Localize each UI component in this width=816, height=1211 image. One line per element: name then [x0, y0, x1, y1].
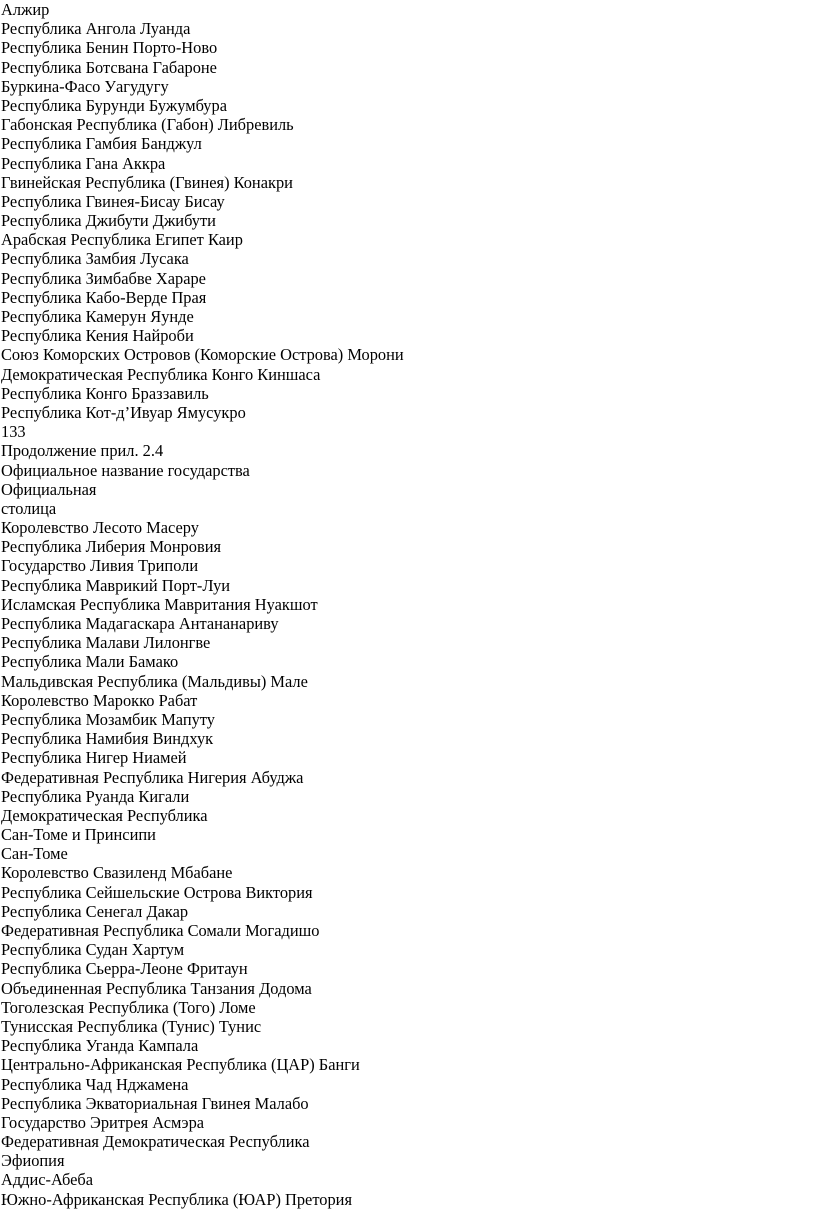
text-line: Сан-Томе: [1, 844, 68, 864]
text-line: Республика Мадагаскара Антананариву: [1, 614, 279, 633]
text-line: Республика Экваториальная Гвинея Малабо: [1, 1093, 309, 1113]
text-line: Федеративная Республика Нигерия Абуджа: [1, 767, 304, 787]
text-line: Республика Зимбабве Хараре: [1, 268, 206, 288]
text-line: Республика Замбия Лусака: [1, 249, 189, 269]
text-line: Республика Уганда Кампала: [1, 1036, 199, 1056]
text-line: Государство Ливия Триполи: [1, 556, 199, 576]
text-line: Буркина-Фасо Уагудугу: [1, 76, 169, 96]
text-line: Республика Бенин Порто-Ново: [1, 38, 218, 58]
text-line: Республика Кот-д’Ивуар Ямусукро: [1, 402, 246, 422]
text-line: Республика Ангола Луанда: [1, 19, 191, 39]
text-line: Республика Бурунди Бужумбура: [1, 95, 227, 115]
text-line: Арабская Республика Египет Каир: [1, 230, 243, 250]
text-line: Сан-Томе и Принсипи: [1, 825, 156, 845]
text-line: Республика Сейшельские Острова Виктория: [1, 882, 313, 902]
text-line: Республика Гамбия Банджул: [1, 134, 202, 154]
text-line: Республика Нигер Ниамей: [1, 748, 187, 768]
text-line: Габонская Республика (Габон) Либревиль: [1, 115, 294, 135]
text-line: Королевство Марокко Рабат: [1, 690, 198, 710]
text-line: Эфиопия: [1, 1151, 65, 1171]
text-line: Центрально-Африканская Республика (ЦАР) Банги: [1, 1055, 360, 1075]
text-line: Республика Конго Браззавиль: [1, 383, 209, 403]
text-line: Королевство Свазиленд Мбабане: [1, 863, 233, 883]
text-line: Объединенная Республика Танзания Додома: [1, 978, 312, 998]
text-line: Аддис-Абеба: [1, 1170, 94, 1190]
column-header-state-name: Официальное название государства: [1, 460, 250, 480]
text-line: Республика Мали Бамако: [1, 652, 179, 672]
text-line: Республика Малави Лилонгве: [1, 633, 211, 653]
text-line: Государство Эритрея Асмэра: [1, 1112, 205, 1132]
text-line: Республика Джибути Джибути: [1, 211, 216, 231]
text-line: Республика Руанда Кигали: [1, 786, 190, 806]
text-line: Исламская Республика Мавритания Нуакшот: [1, 594, 318, 614]
text-line: Республика Гана Аккра: [1, 153, 166, 173]
document-text: [1, 0, 811, 1209]
text-line: Союз Коморских Островов (Коморские Острова) Морони: [1, 345, 404, 365]
text-line: Федеративная Республика Сомали Могадишо: [1, 921, 320, 940]
text-line: Республика Маврикий Порт-Луи: [1, 575, 231, 595]
text-line: Республика Сьерра-Леоне Фритаун: [1, 959, 248, 979]
continuation-heading: Продолжение прил. 2.4: [1, 441, 164, 461]
text-line: Республика Либерия Монровия: [1, 537, 222, 557]
text-line: Алжир: [1, 0, 50, 19]
text-line: Республика Кабо-Верде Прая: [1, 287, 207, 307]
text-line: Демократическая Республика: [1, 805, 208, 825]
text-line: Королевство Лесото Масеру: [1, 518, 199, 538]
text-line: Федеративная Демократическая Республика: [1, 1132, 310, 1152]
text-line: Республика Чад Нджамена: [1, 1074, 189, 1094]
column-header-capital-cont: столица: [1, 498, 57, 518]
text-line: Республика Судан Хартум: [1, 940, 185, 960]
page-number: 133: [1, 422, 26, 442]
text-line: Тунисская Республика (Тунис) Тунис: [1, 1016, 262, 1036]
text-line: Республика Намибия Виндхук: [1, 729, 214, 749]
text-line: Республика Гвинея-Бисау Бисау: [1, 191, 225, 211]
text-line: Гвинейская Республика (Гвинея) Конакри: [1, 172, 293, 192]
text-line: Республика Ботсвана Габароне: [1, 57, 217, 77]
text-line: Республика Камерун Яунде: [1, 307, 194, 326]
text-line: Мальдивская Республика (Мальдивы) Мале: [1, 671, 308, 691]
text-line: Республика Кения Найроби: [1, 326, 194, 346]
text-line: Тоголезская Республика (Того) Ломе: [1, 997, 256, 1017]
text-line: Республика Сенегал Дакар: [1, 901, 189, 921]
text-line: Демократическая Республика Конго Киншаса: [1, 364, 321, 384]
text-line: Южно-Африканская Республика (ЮАР) Претория: [1, 1189, 352, 1209]
text-line: Республика Мозамбик Мапуту: [1, 709, 215, 729]
column-header-capital: Официальная: [1, 479, 97, 499]
